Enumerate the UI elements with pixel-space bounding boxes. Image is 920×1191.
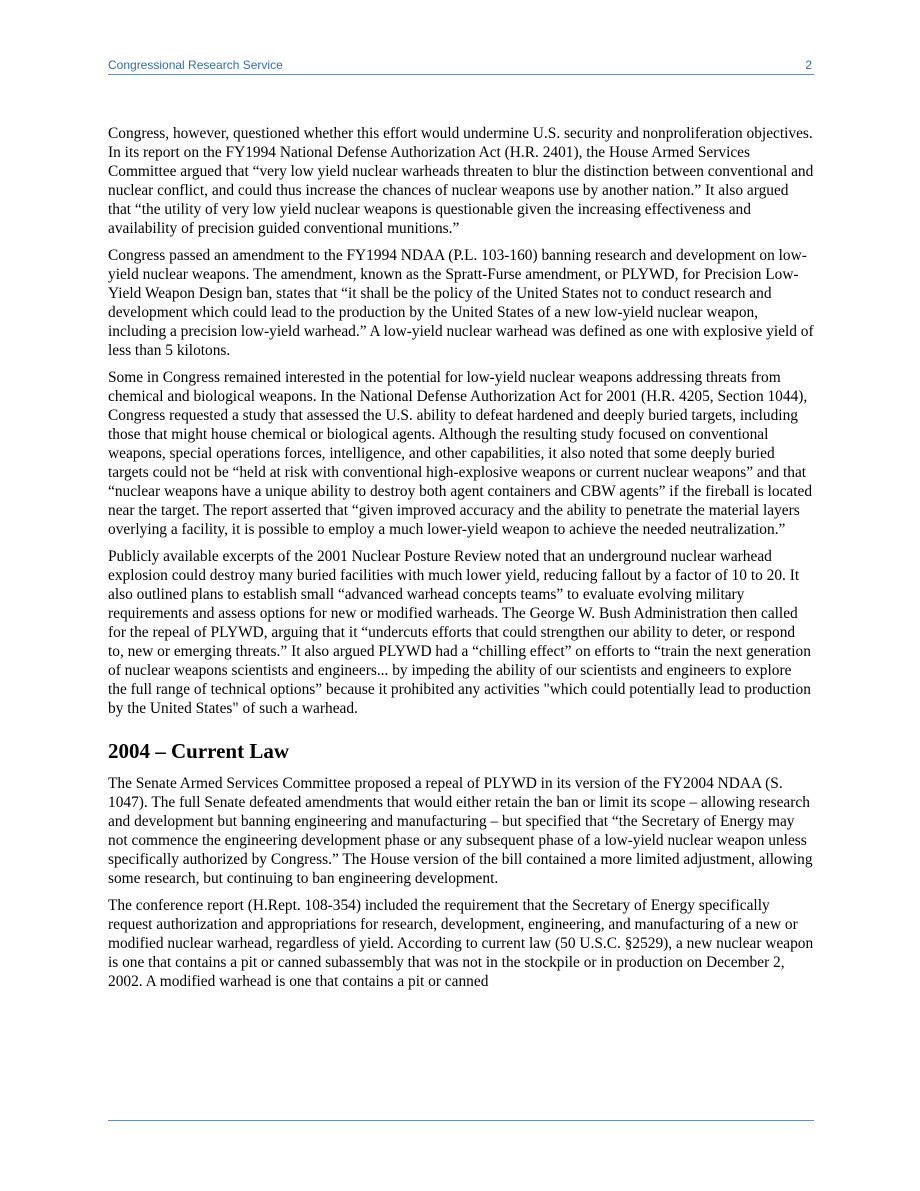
paragraph: The conference report (H.Rept. 108-354) included the requirement that the Secretary of Energy specifically request authorization and appropriations for research, development, engineering, and manufacturing of a new or modified nuclear warhead, regardless of yield. According to current law (50 U.S.C. §2529), a new nuclear weapon is one that contains a pit or canned subassembly that was not in the stockpile or in production on December 2, 2002. A modified warhead is one that contains a pit or canned: [108, 897, 814, 990]
paragraph: The Senate Armed Services Committee proposed a repeal of PLYWD in its version of the FY2004 NDAA (S. 1047). The full Senate defeated amendments that would either retain the ban or limit its scope – allowing research and development but banning engineering and manufacturing – but specified that “the Secretary of Energy may not commence the engineering development phase or any subsequent phase of a low-yield nuclear weapon unless specifically authorized by Congress.” The House version of the bill contained a more limited adjustment, allowing some research, but continuing to ban engineering development.: [108, 775, 813, 887]
document-body: [108, 124, 814, 999]
paragraph: Congress, however, questioned whether this effort would undermine U.S. security and nonproliferation objectives. In its report on the FY1994 National Defense Authorization Act (H.R. 2401), the House Armed Services Committee argued that “very low yield nuclear warheads threaten to blur the distinction between conventional and nuclear conflict, and could thus increase the chances of nuclear weapons use by another nation.” It also argued that “the utility of very low yield nuclear weapons is questionable given the increasing effectiveness and availability of precision guided conventional munitions.”: [108, 125, 814, 237]
paragraph: Some in Congress remained interested in the potential for low-yield nuclear weapons addressing threats from chemical and biological weapons. In the National Defense Authorization Act for 2001 (H.R. 4205, Section 1044), Congress requested a study that assessed the U.S. ability to defeat hardened and deeply buried targets, including those that might house chemical or biological agents. Although the resulting study focused on conventional weapons, special operations forces, intelligence, and other capabilities, it also noted that some deeply buried targets could not be “held at risk with conventional high-explosive weapons or current nuclear weapons” and that “nuclear weapons have a unique ability to destroy both agent containers and CBW agents” if the fireball is located near the target. The report asserted that “given improved accuracy and the ability to penetrate the material layers overlying a facility, it is possible to employ a much lower-yield weapon to achieve the needed neutralization.”: [108, 369, 813, 538]
organization-name: Congressional Research Service: [108, 58, 283, 72]
page-header: [108, 58, 814, 75]
section-heading: 2004 – Current Law: [108, 739, 290, 763]
footer-divider: [108, 1120, 814, 1121]
page-number: 2: [805, 58, 812, 72]
paragraph: Publicly available excerpts of the 2001 Nuclear Posture Review noted that an underground nuclear warhead explosion could destroy many buried facilities with much lower yield, reducing fallout by a factor of 10 to 20. It also outlined plans to establish small “advanced warhead concepts teams” to evaluate evolving military requirements and assess options for new or modified warheads. The George W. Bush Administration then called for the repeal of PLYWD, arguing that it “undercuts efforts that could strengthen our ability to deter, or respond to, new or emerging threats.” It also argued PLYWD had a “chilling effect” on efforts to “train the next generation of nuclear weapons scientists and engineers... by impeding the ability of our scientists and engineers to explore the full range of technical options” because it prohibited any activities "which could potentially lead to production by the United States" of such a warhead.: [108, 548, 811, 717]
paragraph: Congress passed an amendment to the FY1994 NDAA (P.L. 103-160) banning research and development on low-yield nuclear weapons. The amendment, known as the Spratt-Furse amendment, or PLYWD, for Precision Low-Yield Weapon Design ban, states that “it shall be the policy of the United States not to conduct research and development which could lead to the production by the United States of a new low-yield nuclear weapon, including a precision low-yield warhead.” A low-yield nuclear warhead was defined as one with explosive yield of less than 5 kilotons.: [108, 247, 814, 359]
